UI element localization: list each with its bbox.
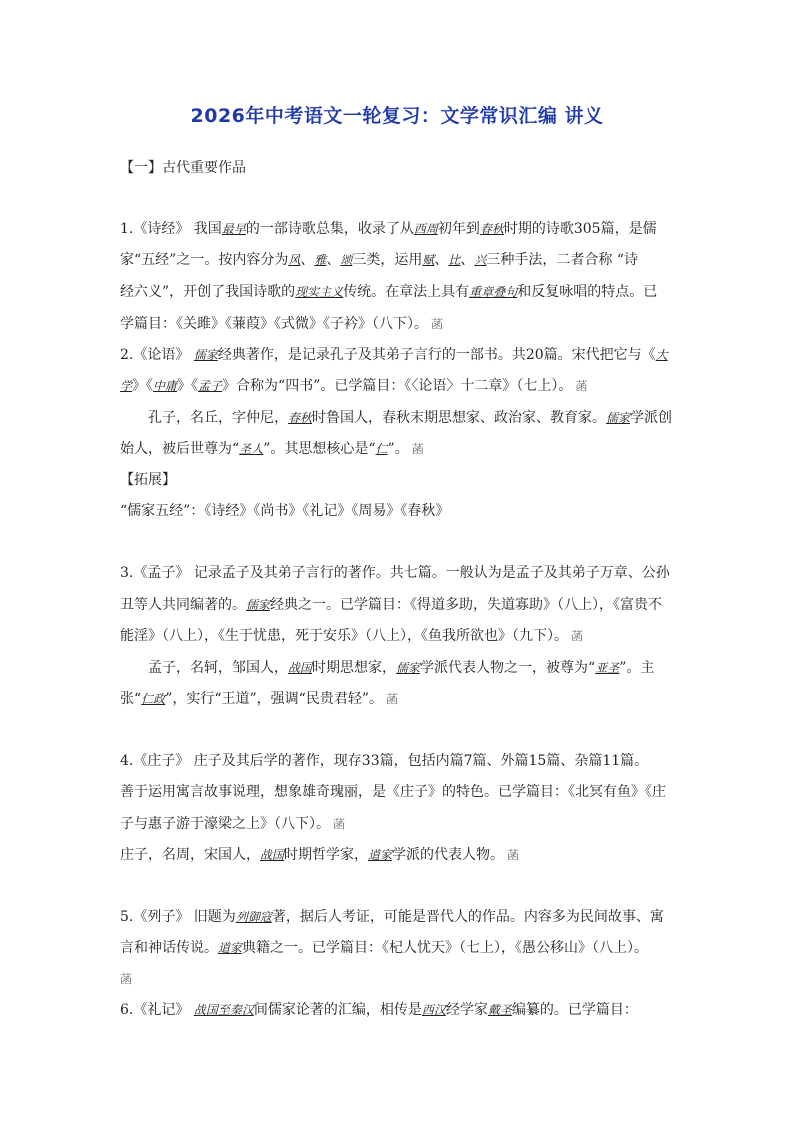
shijing-line-4: 学篇目：《关雎》《蒹葭》《式微》《子衿》（八下）。 菡 xyxy=(120,316,444,332)
zhuangzi-line-4: 庄子，名周，宋国人，战国时期哲学家，道家学派的代表人物。 菡 xyxy=(120,847,520,863)
mark-glyph: 菡 xyxy=(411,442,424,456)
zhuangzi-line-3: 子与惠子游于濠梁之上》（八下）。 菡 xyxy=(120,816,346,832)
extension-heading: 【拓展】 xyxy=(120,472,176,488)
lunyu-line-2: 学》《中庸》《孟子》合称为“四书”。已学篇目：《〈论语〉十二章》（七上）。 菡 xyxy=(120,378,588,394)
lunyu-line-3: 孔子，名丘，字仲尼，春秋时鲁国人，春秋末期思想家、政治家、教育家。儒家学派创 xyxy=(148,410,673,426)
lunyu-line-1: 2.《论语》 儒家经典著作，是记录孔子及其弟子言行的一部书。共20篇。宋代把它与《大 xyxy=(120,347,668,363)
mark-glyph: 菡 xyxy=(385,692,398,706)
liezi-line-2: 言和神话传说。道家典籍之一。已学篇目：《杞人忧天》（七上），《愚公移山》（八上）。 xyxy=(120,940,649,956)
liji-line-1: 6.《礼记》 战国至秦汉间儒家论著的汇编，相传是西汉经学家戴圣编纂的。已学篇目： xyxy=(120,1002,638,1018)
shijing-line-3: 经六义”，开创了我国诗歌的现实主义传统。在章法上具有重章叠句和反复咏唱的特点。已 xyxy=(120,284,658,300)
mengzi-line-1: 3.《孟子》 记录孟子及其弟子言行的著作。共七篇。一般认为是孟子及其弟子万章、公孙 xyxy=(120,565,670,581)
lunyu-line-4: 始人，被后世尊为“圣人”。其思想核心是“仁”。 菡 xyxy=(120,441,424,457)
mark-glyph: 菡 xyxy=(431,317,444,331)
mengzi-line-3: 能淫》（八上），《生于忧患，死于安乐》（八上），《鱼我所欲也》（九下）。 菡 xyxy=(120,628,584,644)
mark-glyph: 菡 xyxy=(571,629,584,643)
mengzi-line-4: 孟子，名轲，邹国人，战国时期思想家，儒家学派代表人物之一，被尊为“亚圣”。主 xyxy=(148,660,655,676)
mark-glyph: 菡 xyxy=(575,379,588,393)
page-title: 2026年中考语文一轮复习：文学常识汇编 讲义 xyxy=(190,105,604,127)
mark-glyph: 菡 xyxy=(120,972,133,986)
mark-glyph: 菡 xyxy=(333,817,346,831)
mengzi-line-2: 丑等人共同编著的。儒家经典之一。已学篇目：《得道多助，失道寡助》（八上），《富贵不 xyxy=(120,597,663,613)
shijing-line-1: 1.《诗经》 我国最早的一部诗歌总集，收录了从西周初年到春秋时期的诗歌305篇，是儒 xyxy=(120,221,657,237)
section-heading: 【一】古代重要作品 xyxy=(120,160,246,176)
shijing-line-2: 家“五经”之一。按内容分为风、雅、颂三类，运用赋、比、兴三种手法，二者合称 “诗 xyxy=(120,252,639,268)
mark-glyph: 菡 xyxy=(507,848,520,862)
liezi-line-1: 5.《列子》 旧题为列御寇著，据后人考证，可能是晋代人的作品。内容多为民间故事、寓 xyxy=(120,909,664,925)
zhuangzi-line-1: 4.《庄子》 庄子及其后学的著作，现存33篇，包括内篇7篇、外篇15篇、杂篇11篇。 xyxy=(120,753,649,769)
mengzi-line-5: 张“仁政”，实行“王道”，强调“民贵君轻”。 菡 xyxy=(120,691,398,707)
zhuangzi-line-2: 善于运用寓言故事说理，想象雄奇瑰丽，是《庄子》的特色。已学篇目：《北冥有鱼》《庄 xyxy=(120,784,666,800)
liezi-line-3 xyxy=(120,969,132,989)
extension-text: “儒家五经”：《诗经》《尚书》《礼记》《周易》《春秋》 xyxy=(120,503,450,519)
